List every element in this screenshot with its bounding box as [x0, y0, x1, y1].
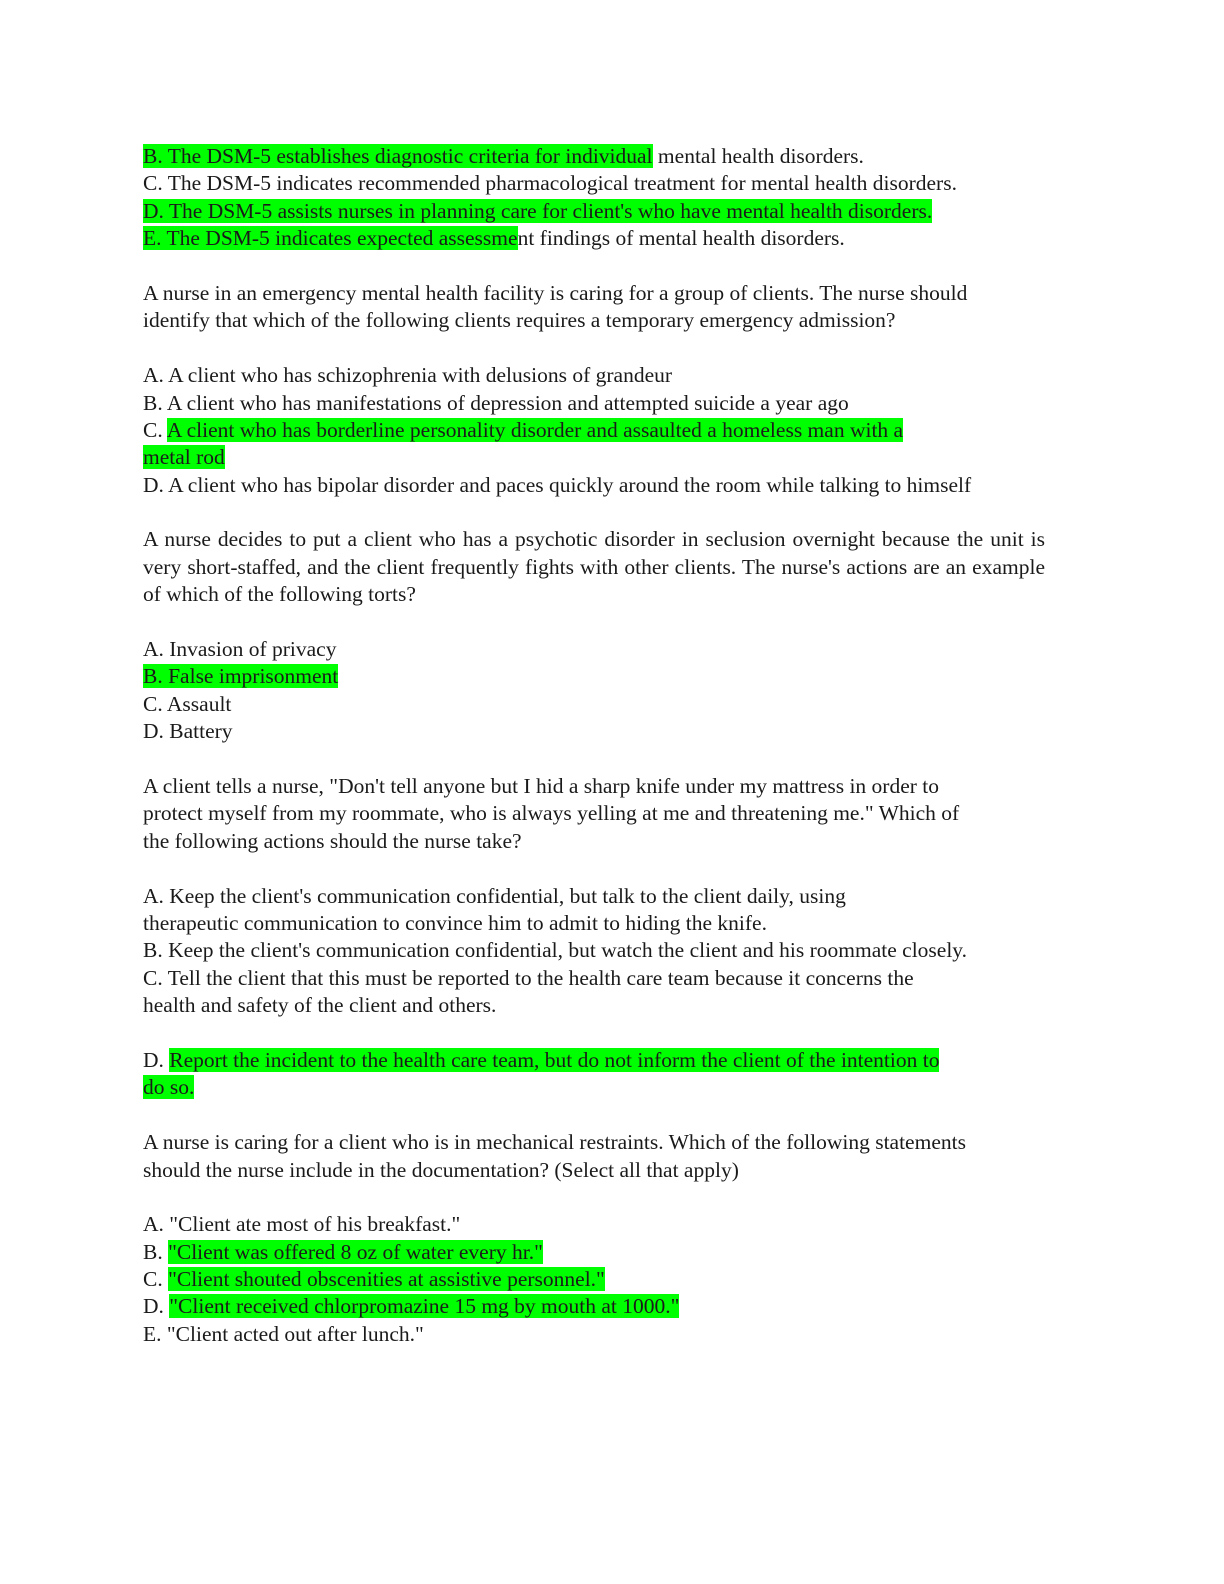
option-b: B. "Client was offered 8 oz of water every hr." — [143, 1239, 543, 1264]
option-c-continued — [143, 444, 1073, 471]
option-b: B. A client who has manifestations of depression and attempted suicide a year ago — [143, 390, 849, 415]
option-b: B. The DSM-5 establishes diagnostic criteria for individual mental health disorders. — [143, 144, 864, 168]
highlight: "Client shouted obscenities at assistive personnel." — [168, 1267, 605, 1292]
option-d: D. A client who has bipolar disorder and paces quickly around the room while talking to himself — [143, 472, 972, 497]
document-page — [143, 143, 1073, 1348]
highlight: D. The DSM-5 assists nurses in planning care for client's who have mental health disorders. — [143, 198, 933, 223]
highlight: B. False imprisonment — [143, 664, 339, 689]
question-stem: A nurse is caring for a client who is in mechanical restraints. Which of the following statements — [143, 1130, 966, 1155]
question-stem: A client tells a nurse, "Don't tell anyone but I hid a sharp knife under my mattress in order to — [143, 774, 940, 799]
option-b: B. Keep the client's communication confidential, but watch the client and his roommate closely. — [143, 938, 968, 963]
option-c: C. The DSM-5 indicates recommended pharmacological treatment for mental health disorders. — [143, 171, 957, 196]
highlight: "Client was offered 8 oz of water every hr." — [168, 1239, 543, 1264]
option-d: D. Report the incident to the health care team, but do not inform the client of the intention to — [143, 1047, 940, 1072]
option-a: A. A client who has schizophrenia with delusions of grandeur — [143, 363, 673, 388]
highlight: do so. — [143, 1075, 195, 1100]
option-c: C. Tell the client that this must be reported to the health care team because it concerns the — [143, 965, 914, 990]
option-c: C. A client who has borderline personality disorder and assaulted a homeless man with a — [143, 417, 904, 442]
option-a-continued: therapeutic communication to convince him to admit to hiding the knife. — [143, 910, 767, 935]
option-d-continued — [143, 1074, 1073, 1101]
option-b — [143, 663, 1073, 690]
highlight: B. The DSM-5 establishes diagnostic criteria for individual — [143, 144, 653, 168]
highlight: Report the incident to the health care team, but do not inform the client of the intention to — [169, 1047, 940, 1072]
option-a: A. Invasion of privacy — [143, 637, 337, 662]
highlight: E. The DSM-5 indicates expected assessme — [143, 226, 518, 251]
question-stem: the following actions should the nurse take? — [143, 828, 522, 853]
option-c: C. "Client shouted obscenities at assistive personnel." — [143, 1267, 605, 1292]
option-c: C. Assault — [143, 691, 232, 716]
highlight: A client who has borderline personality disorder and assaulted a homeless man with a — [166, 417, 904, 442]
highlight: metal rod — [143, 445, 225, 470]
highlight: "Client received chlorpromazine 15 mg by mouth at 1000." — [169, 1294, 680, 1319]
question-stem: A nurse decides to put a client who has a psychotic disorder in seclusion overnight because the unit is very short-staffed, and the client frequently fights with other clients. The nurse's actions are an example of which of the following torts? — [143, 527, 1045, 607]
option-a: A. "Client ate most of his breakfast." — [143, 1212, 461, 1237]
option-d — [143, 198, 1073, 225]
question-stem: protect myself from my roommate, who is always yelling at me and threatening me." Which of — [143, 801, 960, 826]
question-stem: A nurse in an emergency mental health facility is caring for a group of clients. The nurse should — [143, 280, 968, 305]
option-c-continued: health and safety of the client and others. — [143, 993, 497, 1018]
question-stem: identify that which of the following clients requires a temporary emergency admission? — [143, 308, 896, 333]
option-e: E. "Client acted out after lunch." — [143, 1321, 424, 1346]
question-stem: should the nurse include in the documentation? (Select all that apply) — [143, 1157, 739, 1182]
option-a: A. Keep the client's communication confidential, but talk to the client daily, using — [143, 883, 846, 908]
option-d: D. Battery — [143, 719, 233, 744]
option-e: E. The DSM-5 indicates expected assessment findings of mental health disorders. — [143, 226, 845, 251]
option-d: D. "Client received chlorpromazine 15 mg by mouth at 1000." — [143, 1294, 680, 1319]
